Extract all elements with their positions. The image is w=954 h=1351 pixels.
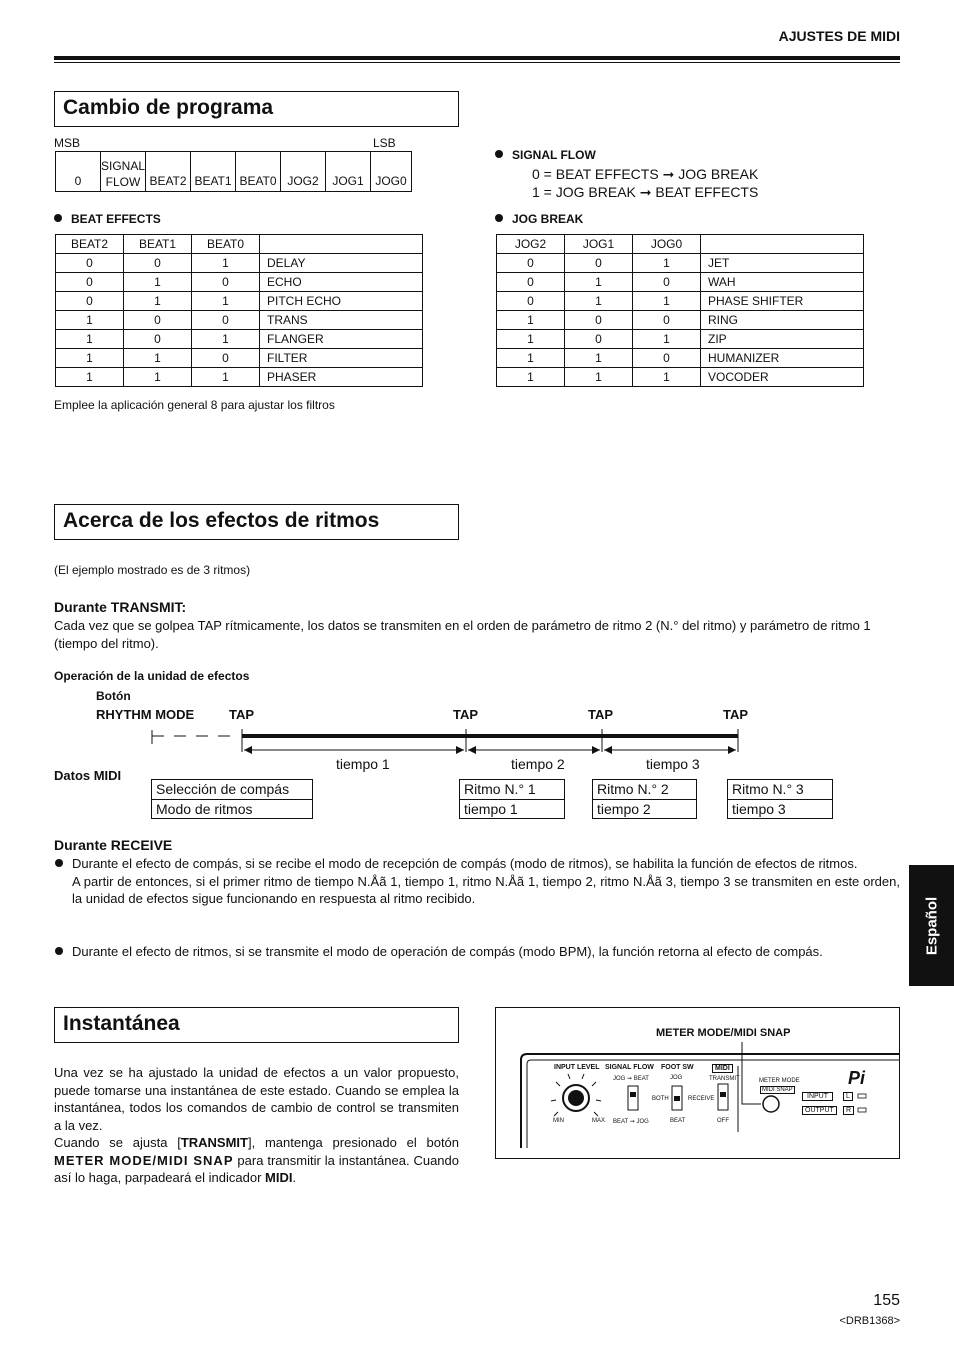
header-cell: JOG1 bbox=[565, 235, 633, 254]
header-cell: BEAT2 bbox=[56, 235, 124, 254]
receive-label: RECEIVE bbox=[688, 1096, 715, 1102]
tap-label: TAP bbox=[453, 707, 479, 722]
snapshot-text bbox=[54, 1064, 459, 1187]
midi-box bbox=[727, 779, 833, 819]
byte-cell: JOG0 bbox=[371, 152, 412, 192]
byte-cell: SIGNAL FLOW bbox=[101, 152, 146, 192]
byte-cell: BEAT0 bbox=[236, 152, 281, 192]
table-cell: 1 bbox=[633, 330, 701, 349]
table-cell: 1 bbox=[497, 311, 565, 330]
section-title-instantanea: Instantánea bbox=[54, 1007, 459, 1043]
midi-snap-label: MIDI SNAP bbox=[762, 1087, 793, 1093]
byte-cell: BEAT2 bbox=[146, 152, 191, 192]
midi-data-label: Datos MIDI bbox=[54, 768, 122, 783]
table-cell: 1 bbox=[56, 330, 124, 349]
table-cell: 1 bbox=[497, 330, 565, 349]
table-row bbox=[56, 292, 423, 311]
msb-label: MSB bbox=[54, 136, 81, 150]
table-row bbox=[56, 349, 423, 368]
transmit-label: TRANSMIT bbox=[709, 1076, 740, 1082]
bullet-icon bbox=[495, 214, 503, 222]
header-cell: BEAT1 bbox=[124, 235, 192, 254]
byte-cell: 0 bbox=[56, 152, 101, 192]
midi-indicator-label: MIDI bbox=[712, 1064, 733, 1073]
table-cell: 0 bbox=[497, 254, 565, 273]
table-cell: 0 bbox=[124, 330, 192, 349]
snapshot-para-1: Una vez se ha ajustado la unidad de efectos a un valor propuesto, puede tomarse una instantánea de este estado. Cuando se emplea la instantánea, todos los comandos de cambio de control se transmiten a la vez. bbox=[54, 1065, 459, 1133]
beat-effects-note: Emplee la aplicación general 8 para ajustar los filtros bbox=[54, 398, 335, 412]
tap-label: TAP bbox=[723, 707, 749, 722]
table-cell: ECHO bbox=[260, 273, 423, 292]
table-cell: 1 bbox=[124, 273, 192, 292]
table-row bbox=[56, 368, 423, 387]
brand-logo: Pi bbox=[848, 1068, 866, 1088]
signal-flow-line-1: 1 = JOG BREAK ➞ BEAT EFFECTS bbox=[532, 184, 759, 200]
table-cell: FILTER bbox=[260, 349, 423, 368]
snapshot-para-2: Cuando se ajusta [TRANSMIT], mantenga presionado el botón METER MODE/MIDI SNAP para transmitir la instantánea. Cuando así lo haga, parpadeará el indicador MIDI. bbox=[54, 1135, 460, 1185]
transmit-heading: Durante TRANSMIT: bbox=[54, 599, 187, 615]
table-cell: 1 bbox=[192, 368, 260, 387]
table-cell: FLANGER bbox=[260, 330, 423, 349]
table-cell: 1 bbox=[633, 368, 701, 387]
table-cell: 0 bbox=[124, 254, 192, 273]
table-row bbox=[56, 254, 423, 273]
document-code: <DRB1368> bbox=[839, 1315, 900, 1327]
operation-label: Operación de la unidad de efectos bbox=[54, 669, 250, 683]
bullet-icon bbox=[495, 150, 503, 158]
table-cell: 1 bbox=[565, 292, 633, 311]
table-cell: 0 bbox=[633, 273, 701, 292]
table-cell: 1 bbox=[633, 292, 701, 311]
timing-diagram bbox=[140, 724, 750, 758]
table-row bbox=[56, 330, 423, 349]
midi-box-line: tiempo 1 bbox=[460, 799, 564, 818]
signal-flow-label: SIGNAL FLOW bbox=[605, 1064, 654, 1071]
table-cell: PITCH ECHO bbox=[260, 292, 423, 311]
table-cell: RING bbox=[701, 311, 864, 330]
table-row bbox=[497, 292, 864, 311]
byte-cell: JOG2 bbox=[281, 152, 326, 192]
beat-label: BEAT bbox=[670, 1118, 686, 1124]
max-label: MAX bbox=[592, 1118, 606, 1124]
table-cell: 1 bbox=[192, 254, 260, 273]
table-cell: DELAY bbox=[260, 254, 423, 273]
midi-box bbox=[151, 779, 313, 819]
bullet-icon bbox=[55, 947, 63, 955]
rhythm-mode-label: RHYTHM MODE bbox=[96, 707, 195, 722]
table-cell: JET bbox=[701, 254, 864, 273]
table-cell: 0 bbox=[497, 292, 565, 311]
jog-beat-label: JOG ➞ BEAT bbox=[613, 1076, 649, 1082]
page-number: 155 bbox=[873, 1292, 900, 1309]
left-channel-label: L bbox=[843, 1092, 853, 1101]
table-cell: 1 bbox=[497, 368, 565, 387]
time-label: tiempo 2 bbox=[511, 756, 565, 772]
table-cell: 1 bbox=[124, 349, 192, 368]
transmit-text: Cada vez que se golpea TAP rítmicamente, los datos se transmiten en el orden de parámetro de ritmo 2 (N.° del ritmo) y parámetro de ritmo 1 (tiempo del ritmo). bbox=[54, 618, 871, 651]
table-cell: 1 bbox=[124, 368, 192, 387]
midi-box-line: tiempo 3 bbox=[728, 799, 832, 818]
right-channel-label: R bbox=[843, 1106, 854, 1115]
byte-cell: JOG1 bbox=[326, 152, 371, 192]
header-rule-thick bbox=[54, 56, 900, 60]
table-cell: 0 bbox=[633, 311, 701, 330]
table-row bbox=[56, 273, 423, 292]
meter-mode-label: METER MODE bbox=[759, 1078, 800, 1084]
table-cell: 1 bbox=[565, 368, 633, 387]
table-cell: PHASER bbox=[260, 368, 423, 387]
table-cell: 0 bbox=[192, 311, 260, 330]
panel-drawing bbox=[496, 1008, 900, 1159]
table-cell: 0 bbox=[565, 311, 633, 330]
input-level-label: INPUT LEVEL bbox=[554, 1064, 600, 1071]
midi-box-line: Selección de compás bbox=[156, 781, 290, 797]
button-label: Botón bbox=[96, 689, 131, 703]
signal-flow-heading: SIGNAL FLOW bbox=[495, 148, 596, 162]
beat-effects-heading: BEAT EFFECTS bbox=[54, 212, 161, 226]
example-note: (El ejemplo mostrado es de 3 ritmos) bbox=[54, 563, 251, 577]
receive-bullet-2 bbox=[54, 943, 900, 961]
tap-label: TAP bbox=[588, 707, 614, 722]
table-cell: 0 bbox=[56, 273, 124, 292]
jog-break-table bbox=[496, 234, 864, 387]
both-label: BOTH bbox=[652, 1096, 669, 1102]
header-cell: JOG2 bbox=[497, 235, 565, 254]
table-cell: 0 bbox=[56, 254, 124, 273]
byte-cell: BEAT1 bbox=[191, 152, 236, 192]
header-cell bbox=[701, 235, 864, 254]
table-row bbox=[497, 349, 864, 368]
table-cell: 1 bbox=[497, 349, 565, 368]
table-cell: 1 bbox=[56, 311, 124, 330]
table-cell: 0 bbox=[633, 349, 701, 368]
table-row bbox=[497, 368, 864, 387]
midi-box-line: tiempo 2 bbox=[593, 799, 696, 818]
receive-heading: Durante RECEIVE bbox=[54, 837, 173, 853]
receive-bullet-1 bbox=[54, 855, 900, 908]
table-cell: 1 bbox=[56, 349, 124, 368]
off-label: OFF bbox=[717, 1118, 729, 1124]
jog-label: JOG bbox=[670, 1075, 683, 1081]
receive-bullet-1-text: Durante el efecto de compás, si se recibe el modo de recepción de compás (modo de ritmos), se habilita la función de efectos de ritmos. bbox=[72, 856, 858, 871]
bullet-icon bbox=[55, 859, 63, 867]
table-cell: 0 bbox=[56, 292, 124, 311]
lsb-label: LSB bbox=[373, 136, 396, 150]
running-header: AJUSTES DE MIDI bbox=[778, 28, 900, 44]
header-rule-thin bbox=[54, 62, 900, 63]
device-panel-figure bbox=[495, 1007, 900, 1159]
table-header-row bbox=[497, 235, 864, 254]
time-label: tiempo 1 bbox=[336, 756, 390, 772]
midi-box bbox=[459, 779, 565, 819]
table-row bbox=[497, 311, 864, 330]
input-meter-label: INPUT bbox=[802, 1092, 833, 1101]
midi-box-line: Ritmo N.° 2 bbox=[597, 781, 669, 797]
table-cell: HUMANIZER bbox=[701, 349, 864, 368]
midi-box-line: Modo de ritmos bbox=[152, 799, 312, 818]
header-cell: BEAT0 bbox=[192, 235, 260, 254]
table-cell: TRANS bbox=[260, 311, 423, 330]
table-cell: 0 bbox=[565, 254, 633, 273]
table-cell: 1 bbox=[124, 292, 192, 311]
table-cell: PHASE SHIFTER bbox=[701, 292, 864, 311]
header-cell bbox=[260, 235, 423, 254]
table-cell: 1 bbox=[192, 292, 260, 311]
table-row bbox=[497, 254, 864, 273]
callout-label: METER MODE/MIDI SNAP bbox=[656, 1027, 791, 1039]
table-header-row bbox=[56, 235, 423, 254]
table-cell: 1 bbox=[565, 349, 633, 368]
table-cell: VOCODER bbox=[701, 368, 864, 387]
table-cell: 0 bbox=[497, 273, 565, 292]
min-label: MIN bbox=[553, 1118, 564, 1124]
foot-sw-label: FOOT SW bbox=[661, 1064, 694, 1071]
language-tab bbox=[909, 865, 954, 986]
section-title-programa: Cambio de programa bbox=[54, 91, 459, 127]
midi-box-line: Ritmo N.° 3 bbox=[732, 781, 804, 797]
table-cell: 1 bbox=[56, 368, 124, 387]
program-byte-table bbox=[55, 151, 412, 192]
receive-bullet-1-continuation: A partir de entonces, si el primer ritmo de tiempo N.Åã 1, tiempo 1, ritmo N.Åã 1, tiempo 2, ritmo N.Åã 3, tiempo 3 se transmiten en este orden, la unidad de efectos sigue funcionando en respuesta al ritmo recibido. bbox=[72, 873, 900, 906]
bullet-icon bbox=[54, 214, 62, 222]
table-row bbox=[56, 311, 423, 330]
table-cell: ZIP bbox=[701, 330, 864, 349]
tap-label: TAP bbox=[229, 707, 255, 722]
signal-flow-line-0: 0 = BEAT EFFECTS ➞ JOG BREAK bbox=[532, 166, 759, 182]
section-title-ritmos: Acerca de los efectos de ritmos bbox=[54, 504, 459, 540]
time-label: tiempo 3 bbox=[646, 756, 700, 772]
table-cell: 1 bbox=[565, 273, 633, 292]
beat-jog-label: BEAT ➞ JOG bbox=[613, 1119, 649, 1125]
beat-effects-table bbox=[55, 234, 423, 387]
table-cell: 0 bbox=[124, 311, 192, 330]
table-row bbox=[497, 330, 864, 349]
jog-break-heading: JOG BREAK bbox=[495, 212, 583, 226]
table-cell: 0 bbox=[565, 330, 633, 349]
receive-bullet-2-text: Durante el efecto de ritmos, si se transmite el modo de operación de compás (modo BPM), la función retorna al efecto de compás. bbox=[72, 944, 823, 959]
table-row bbox=[497, 273, 864, 292]
midi-box bbox=[592, 779, 697, 819]
output-meter-label: OUTPUT bbox=[802, 1106, 837, 1115]
language-tab-label: Español bbox=[923, 896, 940, 955]
header-cell: JOG0 bbox=[633, 235, 701, 254]
table-cell: 0 bbox=[192, 349, 260, 368]
table-cell: 1 bbox=[633, 254, 701, 273]
table-cell: WAH bbox=[701, 273, 864, 292]
table-cell: 0 bbox=[192, 273, 260, 292]
table-cell: 1 bbox=[192, 330, 260, 349]
midi-box-line: Ritmo N.° 1 bbox=[464, 781, 536, 797]
